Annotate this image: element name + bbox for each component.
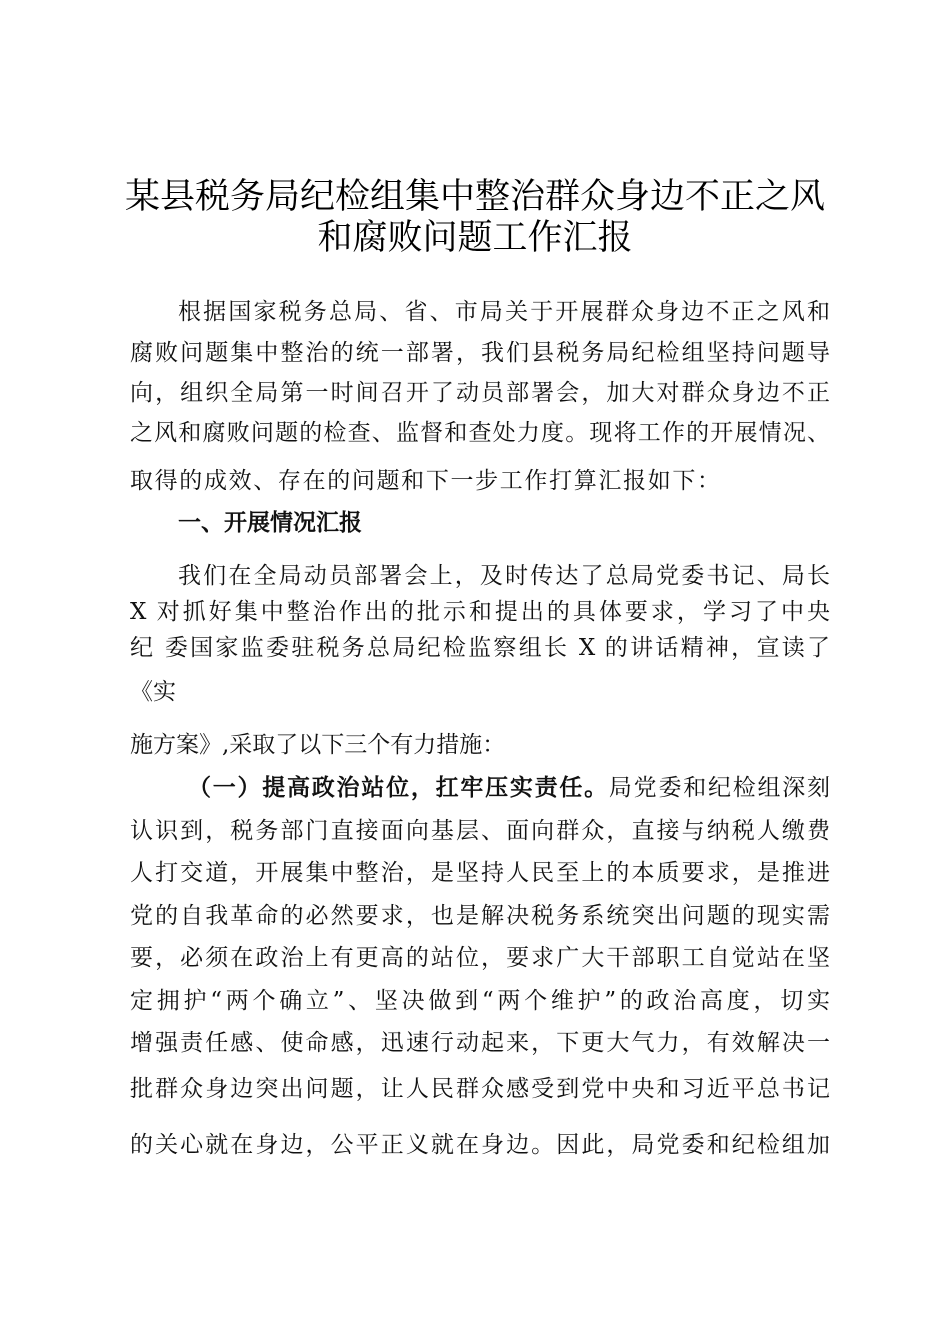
intro-line: 腐败问题集中整治的统一部署，我们县税务局纪检组坚持问题导 [130, 340, 830, 366]
intro-line: 根据国家税务总局、省、市局关于开展群众身边不正之风和 [178, 299, 830, 325]
item1-bold-heading: （一）提高政治站位，扛牢压实责任。 [188, 774, 609, 801]
document-title-line-1: 某县税务局纪检组集中整治群众身边不正之风 [124, 177, 825, 217]
section1-line: 《实 [130, 679, 176, 705]
item1-line: 的关心就在身边，公平正义就在身边。因此，局党委和纪检组加 [130, 1132, 830, 1158]
section1-line: 我们在全局动员部署会上，及时传达了总局党委书记、局长 [178, 563, 830, 589]
item1-line: 人打交道，开展集中整治，是坚持人民至上的本质要求，是推进 [130, 860, 830, 886]
intro-line: 向，组织全局第一时间召开了动员部署会，加大对群众身边不正 [130, 380, 830, 406]
item1-line: 党的自我革命的必然要求，也是解决税务系统突出问题的现实需 [130, 903, 830, 929]
item1-first-line [188, 773, 830, 803]
item1-first-rest: 局党委和纪检组深刻 [608, 775, 831, 801]
item1-line: 定拥护“两个确立”、坚决做到“两个维护”的政治高度，切实 [130, 988, 830, 1014]
intro-line: 取得的成效、存在的问题和下一步工作打算汇报如下： [130, 468, 720, 494]
section1-line: 施方案》,采取了以下三个有力措施： [130, 732, 506, 758]
section-heading: 一、开展情况汇报 [178, 510, 362, 536]
item1-line: 要，必须在政治上有更高的站位，要求广大干部职工自觉站在坚 [130, 945, 830, 971]
document-title-line-2: 和腐败问题工作汇报 [317, 218, 633, 258]
section1-line: X 对抓好集中整治作出的批示和提出的具体要求，学习了中央 [130, 599, 830, 625]
section1-line: 纪 委国家监委驻税务总局纪检监察组长 X 的讲话精神，宣读了 [130, 635, 830, 661]
item1-line: 认识到，税务部门直接面向基层、面向群众，直接与纳税人缴费 [130, 818, 830, 844]
intro-line: 之风和腐败问题的检查、监督和查处力度。现将工作的开展情况、 [130, 420, 830, 446]
item1-line: 批群众身边突出问题，让人民群众感受到党中央和习近平总书记 [130, 1076, 830, 1102]
item1-line: 增强责任感、使命感，迅速行动起来，下更大气力，有效解决一 [130, 1030, 830, 1056]
